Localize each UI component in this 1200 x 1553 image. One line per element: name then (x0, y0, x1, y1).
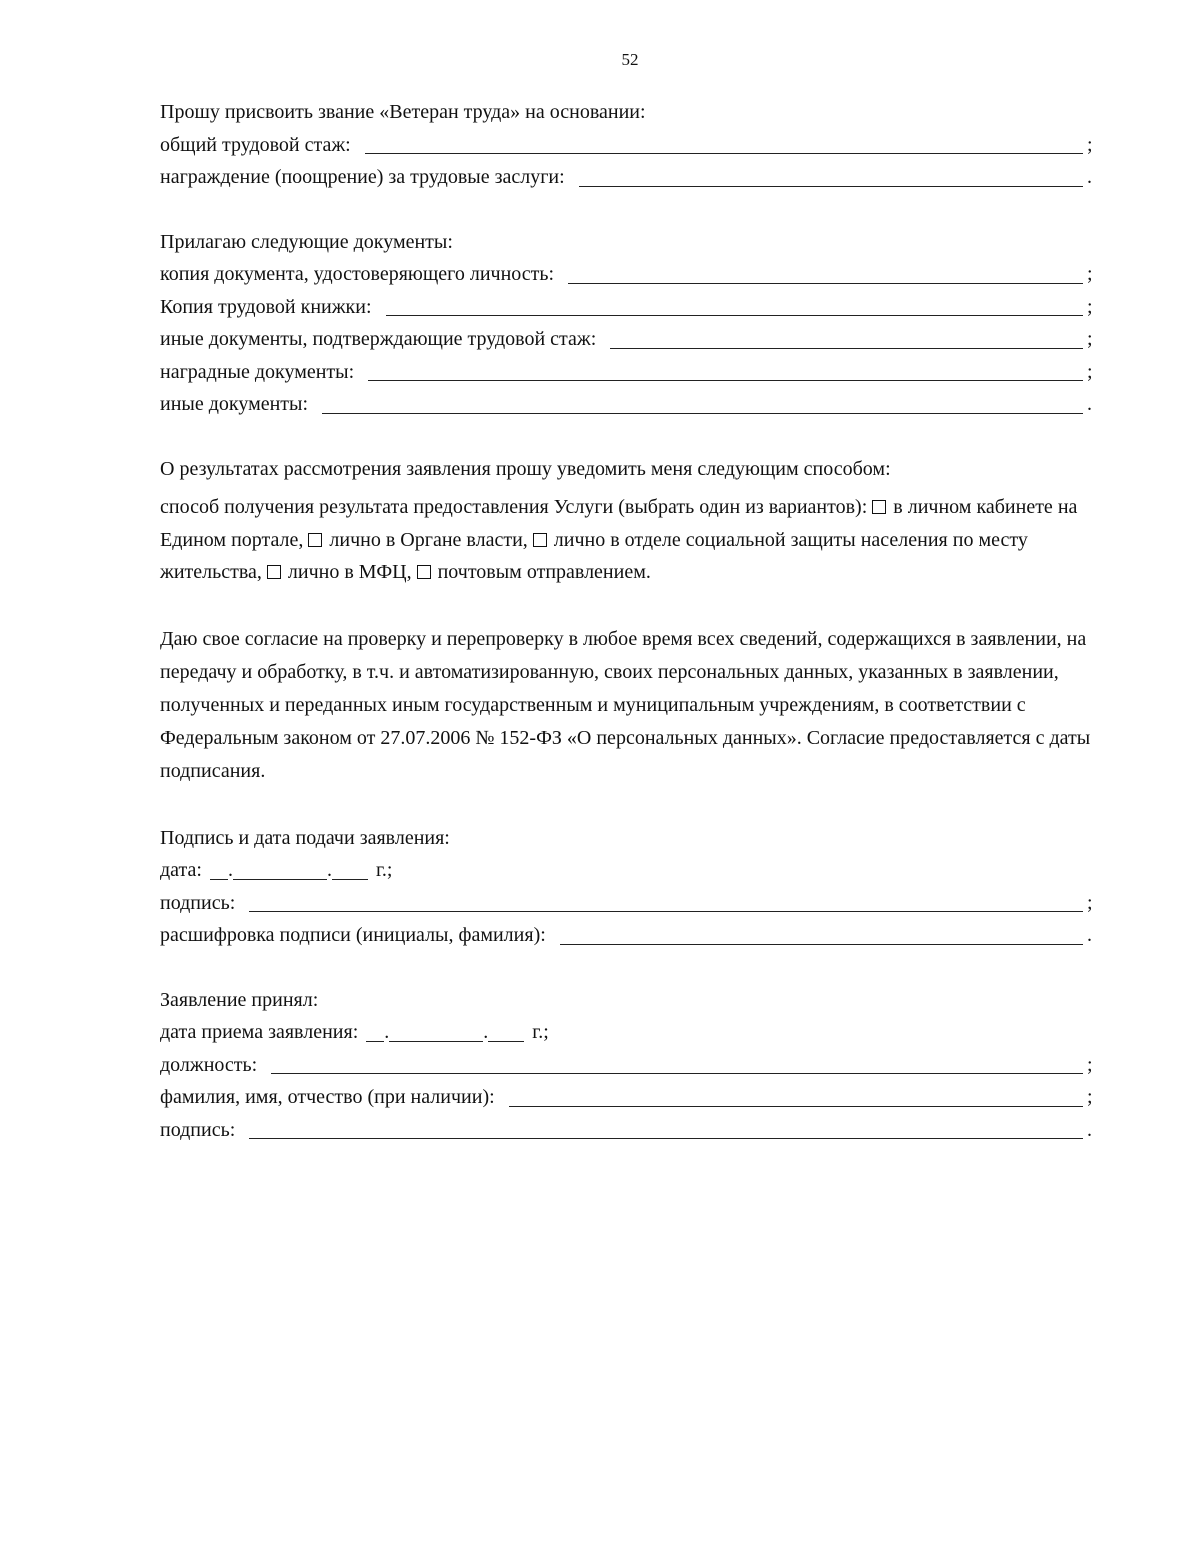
officer-name-row: фамилия, имя, отчество (при наличии): ; (160, 1081, 1095, 1114)
signature-transcript-row: расшифровка подписи (инициалы, фамилия): . (160, 919, 1095, 952)
signature-transcript-field[interactable] (560, 943, 1083, 945)
applicant-signature-label: подпись: (160, 891, 236, 914)
checkbox-icon[interactable] (417, 565, 431, 579)
other-docs-label: иные документы: (160, 393, 309, 415)
other-docs-row: иные документы: . (160, 388, 1095, 421)
option-personal-cabinet[interactable]: в личном кабинете на Едином портале, (160, 496, 1078, 551)
checkbox-icon[interactable] (267, 565, 281, 579)
officer-name-label: фамилия, имя, отчество (при наличии): (160, 1086, 495, 1108)
officer-name-field[interactable] (509, 1105, 1083, 1107)
checkbox-icon[interactable] (533, 533, 547, 547)
award-docs-label: наградные документы: (160, 360, 355, 383)
award-label: награждение (поощрение) за трудовые заслуги: (160, 166, 565, 188)
acceptance-date-row: дата приема заявления: . . г.; (160, 1016, 1095, 1049)
workbook-row: Копия трудовой книжки: ; (160, 291, 1095, 324)
signature-transcript-label: расшифровка подписи (инициалы, фамилия): (160, 924, 546, 946)
award-field[interactable] (579, 185, 1083, 187)
notification-heading: О результатах рассмотрения заявления прошу уведомить меня следующим способом: (160, 457, 891, 480)
submission-date-field[interactable]: . . (210, 854, 368, 887)
signature-section (160, 822, 1095, 952)
signature-heading: Подпись и дата подачи заявления: (160, 826, 450, 849)
checkbox-icon[interactable] (308, 533, 322, 547)
submission-date-label: дата: (160, 859, 202, 881)
consent-paragraph: Даю свое согласие на проверку и перепроверку в любое время всех сведений, содержащихся в заявлении, на передачу и обработку, в т.ч. и автоматизированную, своих персональных данных, указанных в заявлении, полученных и переданных иным государственным и муниципальным учреждениям, в соответствии с Федеральным законом от 27.07.2006 № 152-ФЗ «О персональных данных». Согласие предоставляется с даты подписания. (160, 627, 1091, 782)
other-experience-docs-label: иные документы, подтверждающие трудовой стаж: (160, 328, 597, 350)
day-blank[interactable] (210, 857, 228, 880)
month-blank[interactable] (389, 1019, 483, 1042)
option-postal[interactable]: почтовым отправлением. (417, 561, 651, 583)
award-docs-row: наградные документы: ; (160, 356, 1095, 389)
position-row: должность: ; (160, 1049, 1095, 1082)
day-blank[interactable] (366, 1019, 384, 1042)
officer-signature-field[interactable] (249, 1137, 1083, 1139)
option-social-protection-office[interactable]: лично в отделе социальной защиты населения по месту жительства, (160, 528, 1028, 583)
acceptance-date-label: дата приема заявления: (160, 1021, 359, 1043)
workbook-label: Копия трудовой книжки: (160, 295, 372, 318)
notification-intro: способ получения результата предоставления Услуги (выбрать один из вариантов): (160, 496, 868, 518)
option-mfc[interactable]: лично в МФЦ, (267, 561, 412, 583)
workbook-field[interactable] (386, 314, 1083, 316)
other-experience-docs-field[interactable] (610, 347, 1083, 349)
year-blank[interactable] (332, 857, 368, 880)
checkbox-icon[interactable] (872, 500, 886, 514)
basis-heading: Прошу присвоить звание «Ветеран труда» на основании: (160, 101, 646, 123)
applicant-signature-field[interactable] (249, 910, 1083, 912)
option-authority-office[interactable]: лично в Органе власти, (308, 529, 527, 551)
award-row: награждение (поощрение) за трудовые заслуги: . (160, 161, 1095, 194)
accepted-heading: Заявление принял: (160, 988, 319, 1011)
submission-date-row: дата: . . г.; (160, 854, 1095, 887)
attachments-heading: Прилагаю следующие документы: (160, 230, 453, 253)
other-experience-docs-row: иные документы, подтверждающие трудовой стаж: ; (160, 323, 1095, 356)
work-experience-field[interactable] (365, 152, 1083, 154)
year-blank[interactable] (488, 1019, 524, 1042)
other-docs-field[interactable] (322, 412, 1083, 414)
identity-doc-field[interactable] (568, 282, 1083, 284)
notification-section (160, 453, 1095, 589)
position-label: должность: (160, 1053, 258, 1076)
month-blank[interactable] (233, 857, 327, 880)
basis-section (160, 96, 1095, 194)
work-experience-row: общий трудовой стаж: ; (160, 129, 1095, 162)
page-number: 52 (621, 50, 639, 69)
award-docs-field[interactable] (368, 379, 1083, 381)
accepted-section (160, 984, 1095, 1147)
applicant-signature-row: подпись: ; (160, 887, 1095, 920)
identity-doc-label: копия документа, удостоверяющего личность: (160, 263, 555, 285)
identity-doc-row: копия документа, удостоверяющего личность: ; (160, 258, 1095, 291)
acceptance-date-field[interactable]: . . (366, 1016, 524, 1049)
officer-signature-label: подпись: (160, 1118, 236, 1141)
work-experience-label: общий трудовой стаж: (160, 133, 351, 156)
attachments-section (160, 226, 1095, 421)
officer-signature-row: подпись: . (160, 1114, 1095, 1147)
application-form (160, 96, 1095, 1146)
notification-options (160, 491, 1095, 589)
position-field[interactable] (271, 1072, 1083, 1074)
